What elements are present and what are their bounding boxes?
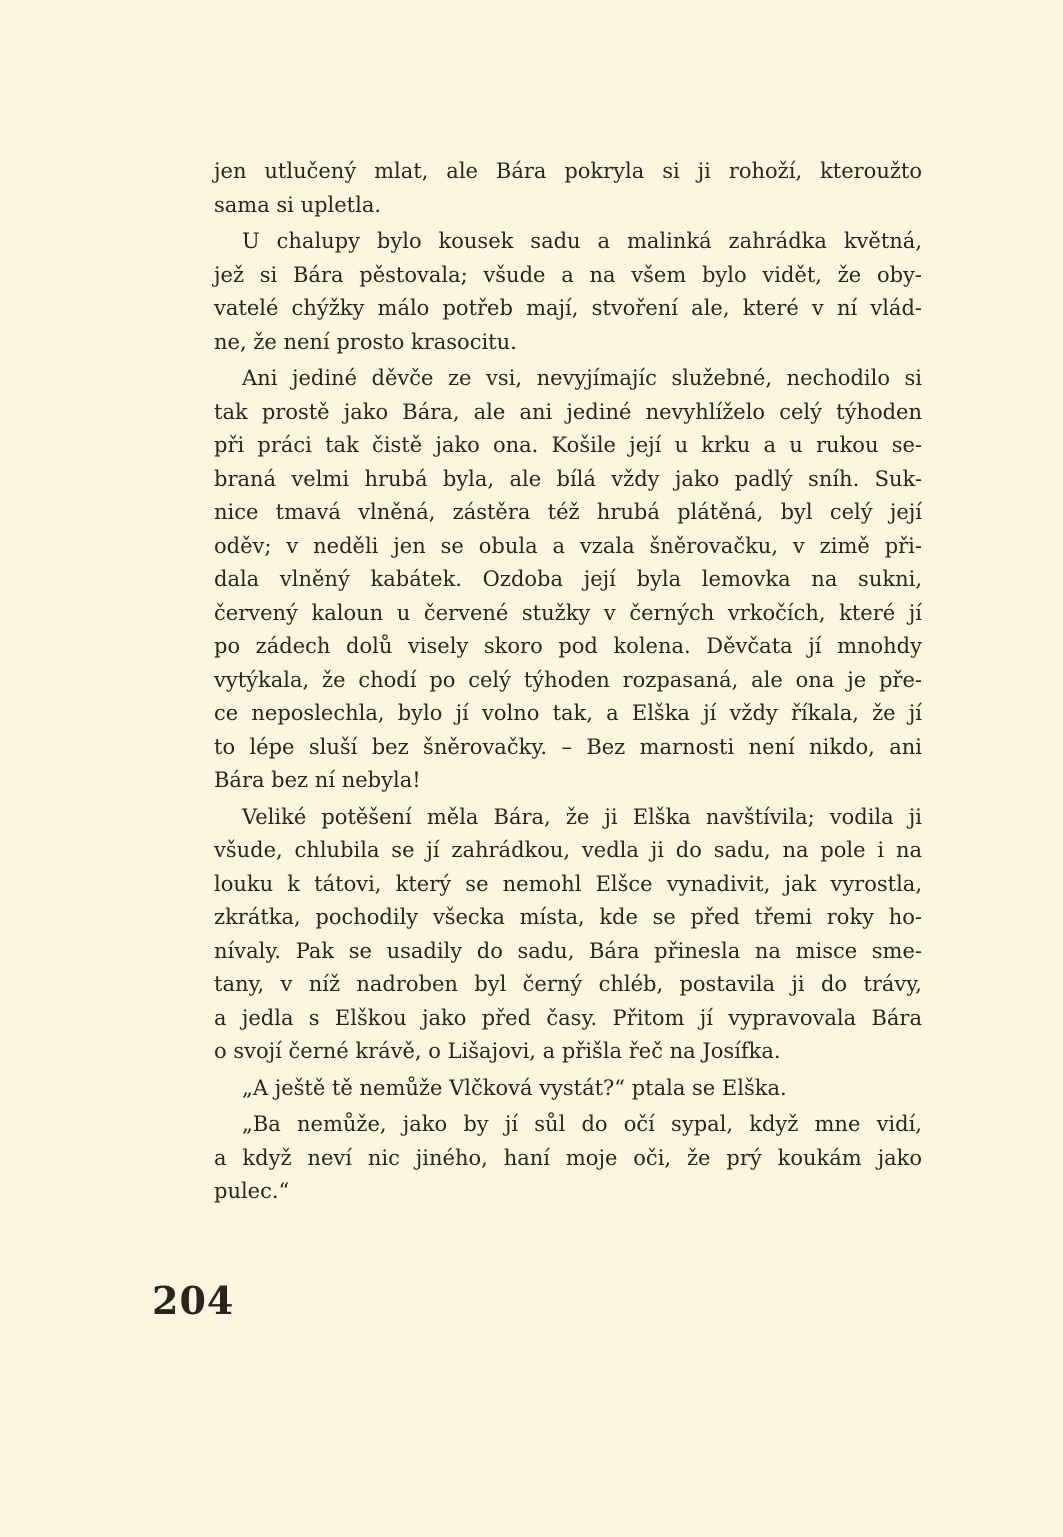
text-line: Veliké potěšení měla Bára, že ji Elška navštívila; vodila ji bbox=[242, 804, 922, 829]
text-line: nívaly. Pak se usadily do sadu, Bára přinesla na misce sme- bbox=[214, 938, 922, 963]
text-line: dala vlněný kabátek. Ozdoba její byla lemovka na sukni, bbox=[214, 567, 922, 591]
text-line: jež si Bára pěstovala; všude a na všem bylo vidět, že oby- bbox=[214, 262, 922, 287]
text-line: pulec.“ bbox=[214, 1179, 290, 1203]
body-text bbox=[214, 155, 922, 1209]
text-line: tak prostě jako Bára, ale ani jediné nevyhlíželo celý týhoden bbox=[214, 399, 922, 424]
text-line: vatelé chýžky málo potřeb mají, stvoření ale, které v ní vlád- bbox=[214, 296, 922, 320]
text-line: při práci tak čistě jako ona. Košile její u krku a u rukou se- bbox=[214, 433, 922, 457]
text-line: „A ještě tě nemůže Vlčková vystát?“ ptala se Elška. bbox=[242, 1075, 787, 1100]
text-line: vytýkala, že chodí po celý týhoden rozpasaná, ale ona je pře- bbox=[214, 667, 922, 692]
text-line: tany, v níž nadroben byl černý chléb, postavila ji do trávy, bbox=[214, 972, 922, 996]
text-line: Bára bez ní nebyla! bbox=[214, 768, 421, 792]
text-line: a když neví nic jiného, haní moje oči, že prý koukám jako bbox=[214, 1145, 922, 1170]
text-line: všude, chlubila se jí zahrádkou, vedla ji do sadu, na pole i na bbox=[214, 838, 922, 862]
page-number: 204 bbox=[152, 1278, 235, 1323]
text-line: „Ba nemůže, jako by jí sůl do očí sypal, když mne vidí, bbox=[242, 1112, 922, 1136]
text-line: po zádech dolů visely skoro pod kolena. Děvčata jí mnohdy bbox=[214, 634, 922, 658]
text-line: ne, že není prosto krasocitu. bbox=[214, 329, 517, 354]
text-line: nice tmavá vlněná, zástěra též hrubá plátěná, byl celý její bbox=[214, 500, 922, 524]
text-line: jen utlučený mlat, ale Bára pokryla si ji rohoží, kteroužto bbox=[214, 159, 922, 183]
text-line: Ani jediné děvče ze vsi, nevyjímajíc služebné, nechodilo si bbox=[242, 366, 922, 390]
text-line: louku k tátovi, který se nemohl Elšce vynadivit, jak vyrostla, bbox=[214, 871, 922, 896]
text-line: a jedla s Elškou jako před časy. Přitom jí vypravovala Bára bbox=[214, 1005, 922, 1030]
text-line: zkrátka, pochodily všecka místa, kde se před třemi roky ho- bbox=[214, 905, 922, 929]
text-line: o svojí černé krávě, o Lišajovi, a přišla řeč na Josífka. bbox=[214, 1039, 781, 1063]
text-line: sama si upletla. bbox=[214, 192, 382, 217]
text-line: to lépe sluší bez šněrovačky. – Bez marnosti není nikdo, ani bbox=[214, 734, 922, 759]
text-line: ce neposlechla, bylo jí volno tak, a Elška jí vždy říkala, že jí bbox=[214, 701, 922, 725]
text-line: U chalupy bylo kousek sadu a malinká zahrádka květná, bbox=[242, 229, 922, 253]
text-line: braná velmi hrubá byla, ale bílá vždy jako padlý sníh. Suk- bbox=[214, 466, 922, 491]
text-line: červený kaloun u červené stužky v černých vrkočích, které jí bbox=[214, 600, 922, 625]
text-line: oděv; v neděli jen se obula a vzala šněrovačku, v zimě při- bbox=[214, 533, 922, 558]
